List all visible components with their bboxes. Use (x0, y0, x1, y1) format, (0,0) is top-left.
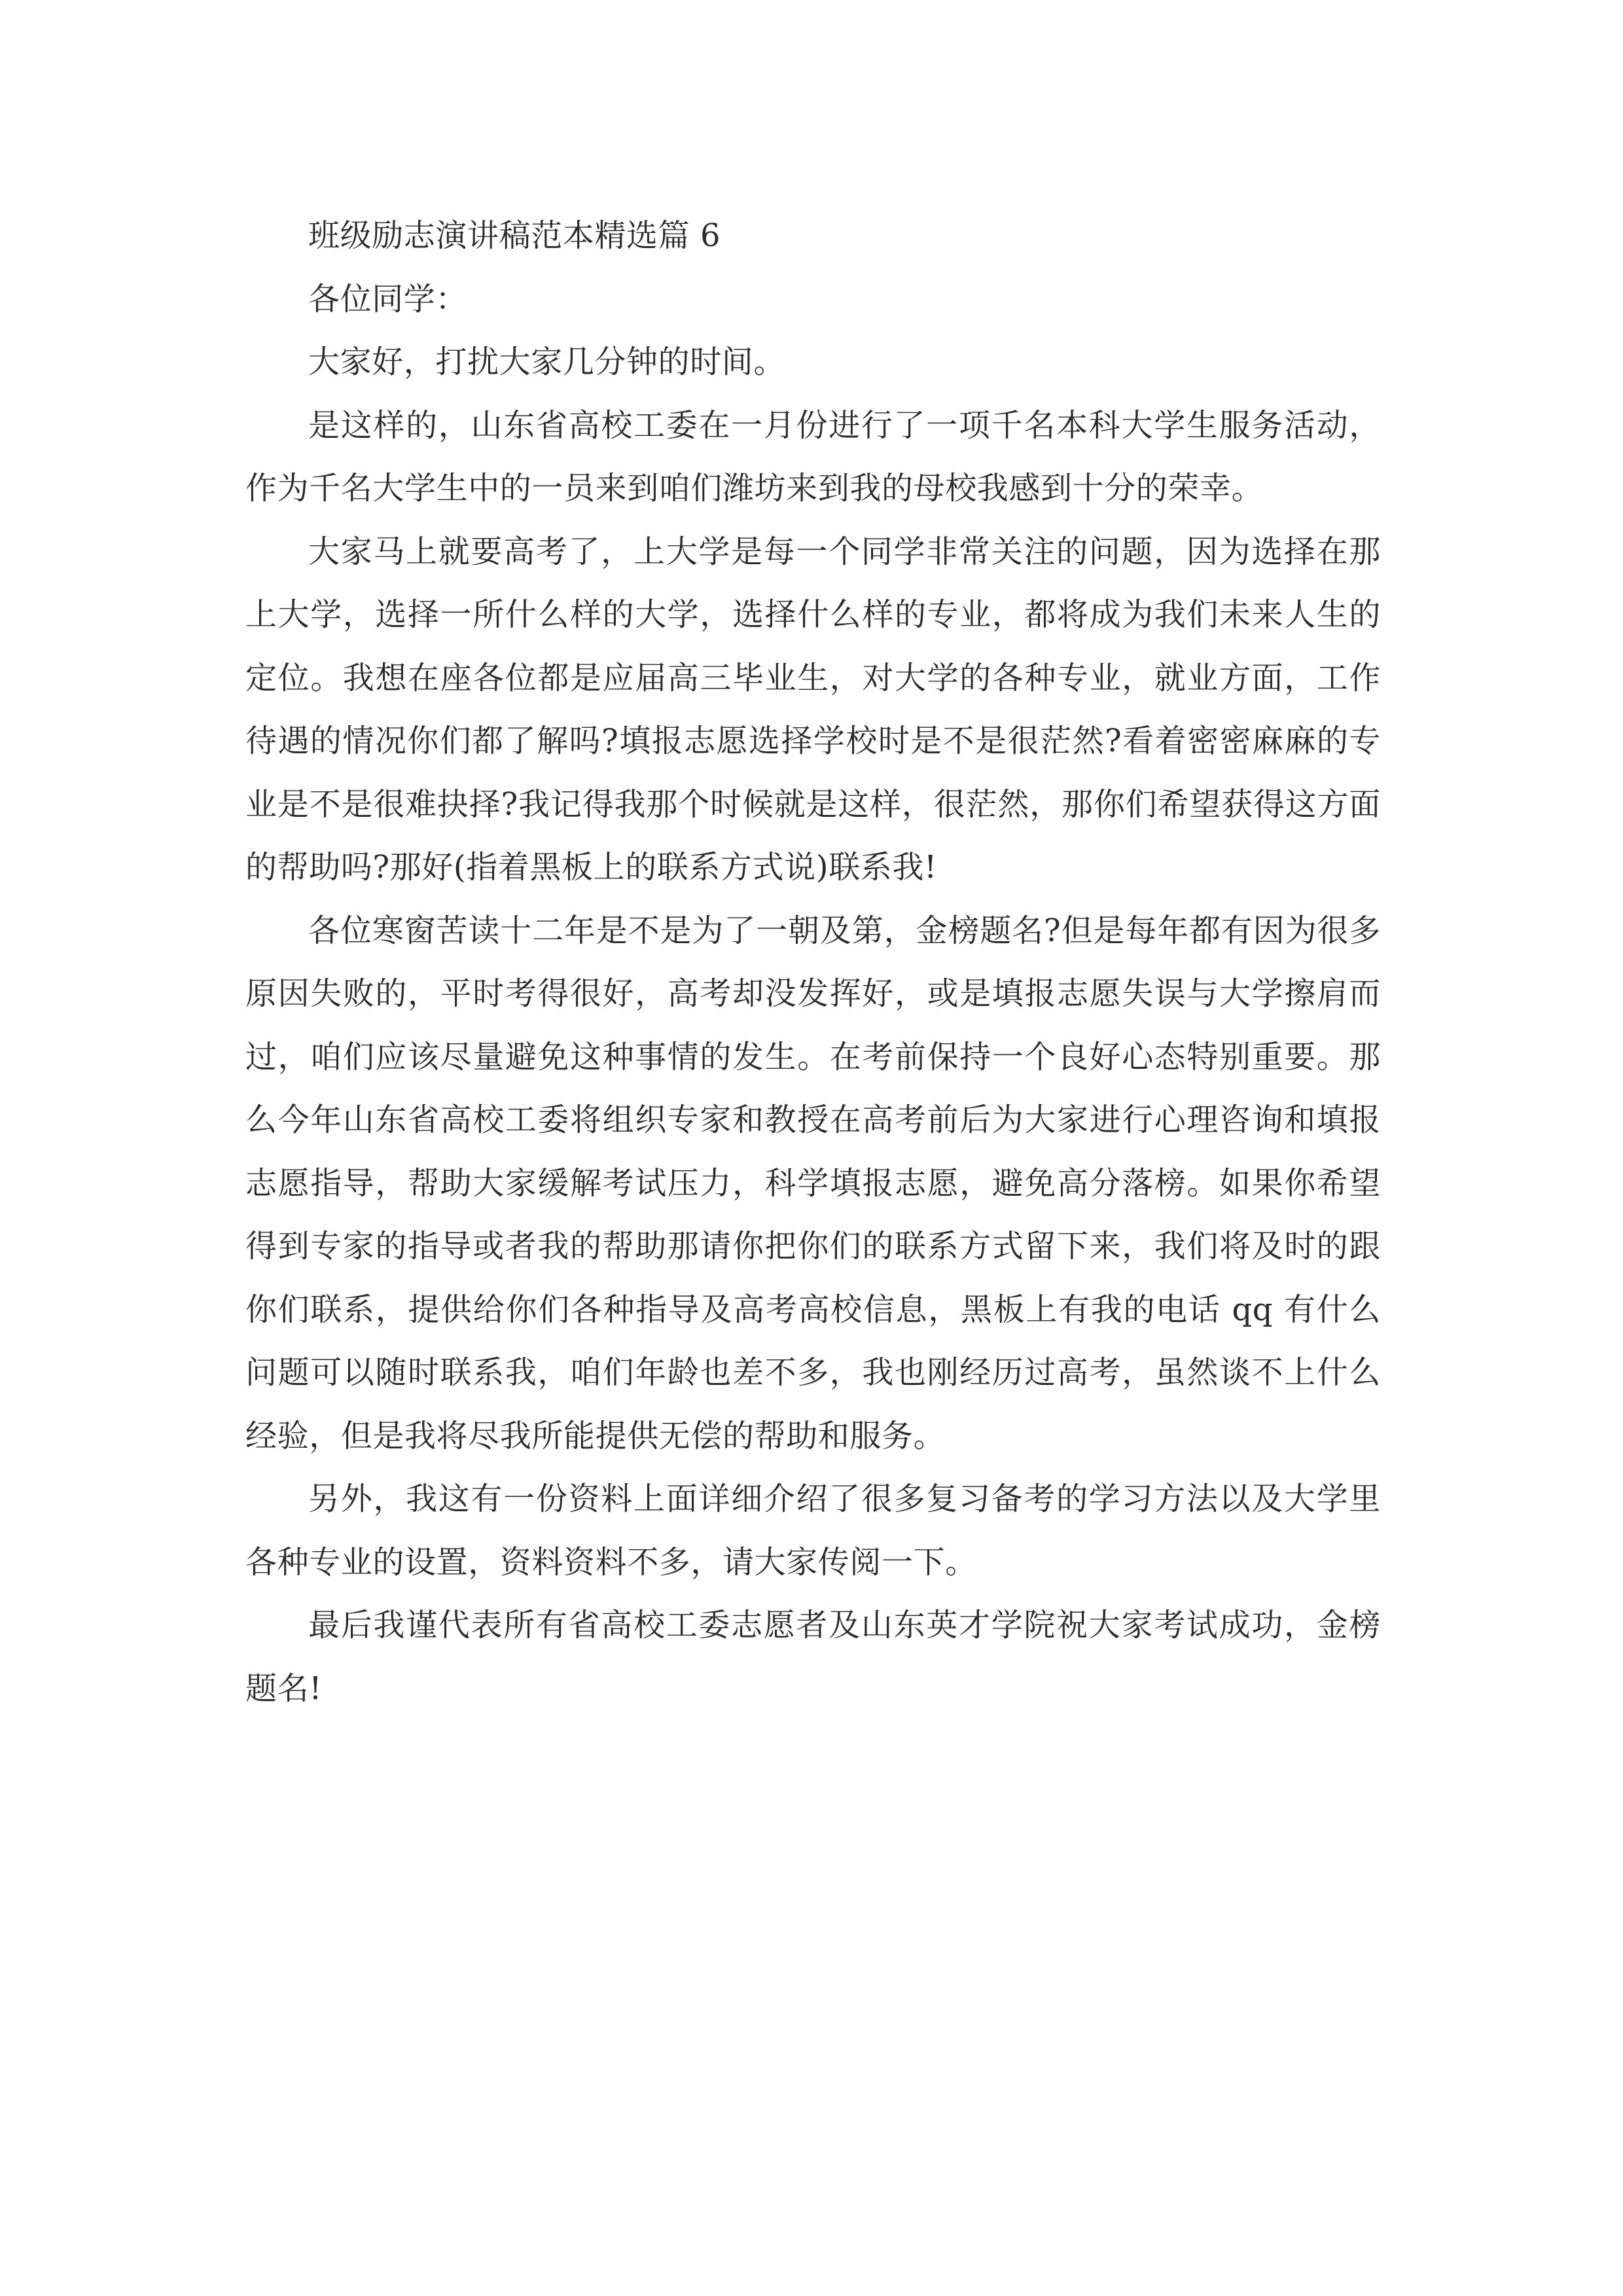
university-choice-paragraph: 大家马上就要高考了，上大学是每一个同学非常关注的问题，因为选择在那上大学，选择一所什么样的大学，选择什么样的专业，都将成为我们未来人生的定位。我想在座各位都是应届高三毕业生，对大学的各种专业，就业方面，工作待遇的情况你们都了解吗?填报志愿选择学校时是不是很茫然?看着密密麻麻的专业是不是很难抉择?我记得我那个时候就是这样，很茫然，那你们希望获得这方面的帮助吗?那好(指着黑板上的联系方式说)联系我! (245, 533, 1381, 886)
closing-paragraph: 最后我谨代表所有省高校工委志愿者及山东英才学院祝大家考试成功，金榜题名! (245, 1607, 1381, 1707)
greeting-paragraph: 大家好，打扰大家几分钟的时间。 (308, 344, 786, 380)
introduction-paragraph: 是这样的，山东省高校工委在一月份进行了一项千名本科大学生服务活动，作为千名大学生中的一员来到咱们潍坊来到我的母校我感到十分的荣幸。 (245, 406, 1381, 507)
materials-paragraph: 另外，我这有一份资料上面详细介绍了很多复习备考的学习方法以及大学里各种专业的设置，资料资料不多，请大家传阅一下。 (245, 1480, 1381, 1581)
document-title: 班级励志演讲稿范本精选篇 6 (308, 217, 721, 254)
document-body (245, 204, 1381, 1720)
exam-advice-paragraph: 各位寒窗苦读十二年是不是为了一朝及第，金榜题名?但是每年都有因为很多原因失败的，平时考得很好，高考却没发挥好，或是填报志愿失误与大学擦肩而过，咱们应该尽量避免这种事情的发生。在考前保持一个良好心态特别重要。那么今年山东省高校工委将组织专家和教授在高考前后为大家进行心理咨询和填报志愿指导，帮助大家缓解考试压力，科学填报志愿，避免高分落榜。如果你希望得到专家的指导或者我的帮助那请你把你们的联系方式留下来，我们将及时的跟你们联系，提供给你们各种指导及高考高校信息，黑板上有我的电话 qq 有什么问题可以随时联系我，咱们年龄也差不多，我也刚经历过高考，虽然谈不上什么经验，但是我将尽我所能提供无偿的帮助和服务。 (245, 912, 1381, 1454)
salutation-paragraph: 各位同学： (308, 280, 468, 317)
